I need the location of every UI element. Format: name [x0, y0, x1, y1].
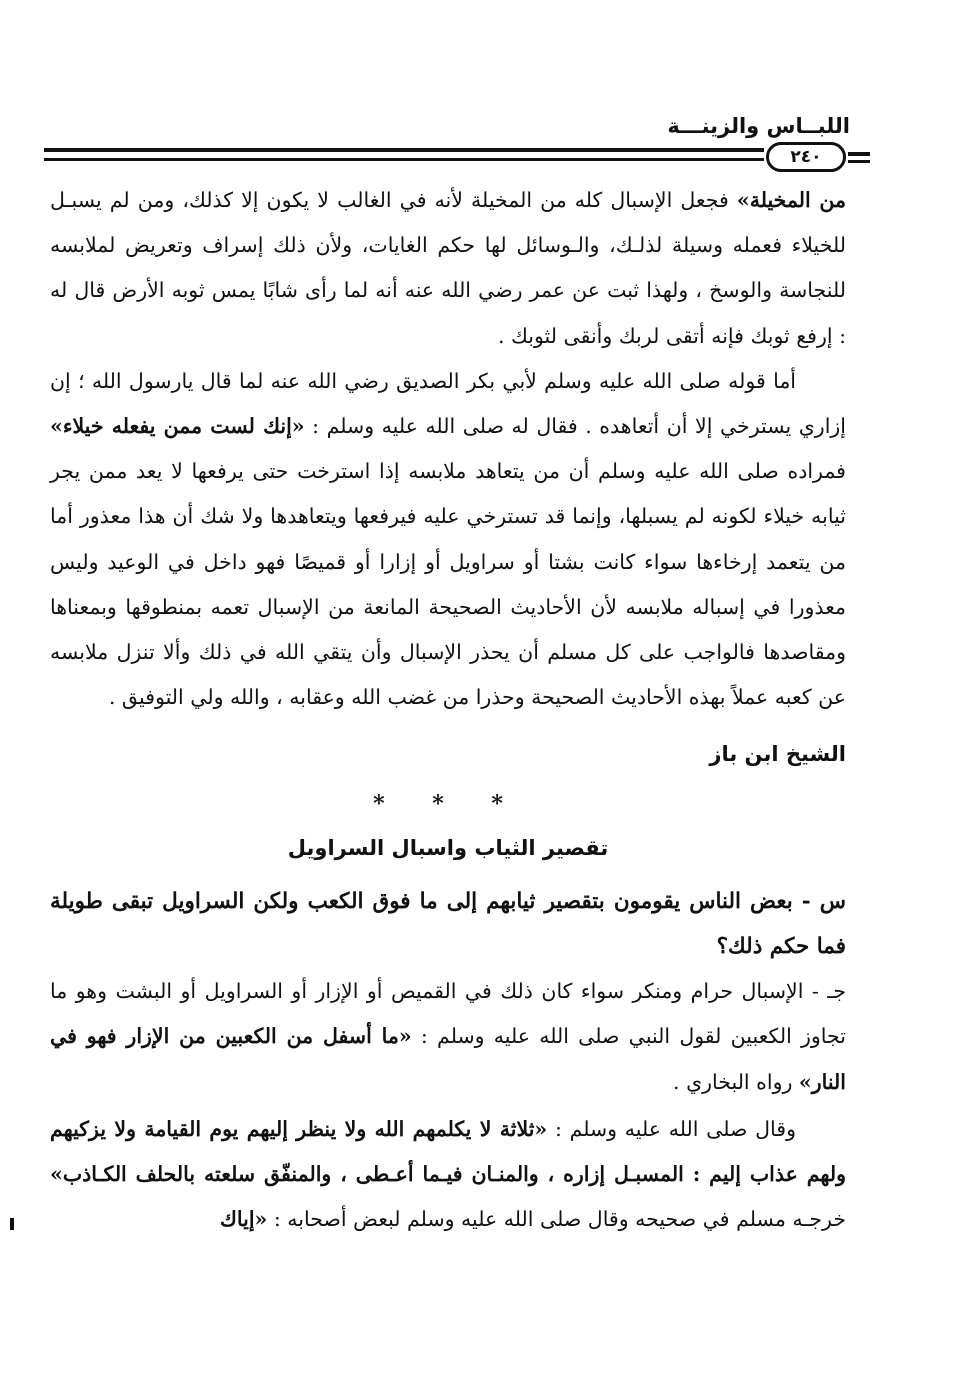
- page-number: ٢٤٠: [766, 142, 846, 172]
- paragraph: [50, 178, 846, 359]
- question-text: س - بعض الناس يقومون بتقصير ثيابهم إلى ما فوق الكعب ولكن السراويل تبقى طويلة فما حكم ذلك؟: [50, 888, 846, 960]
- quote-text: «ما أسفل من الكعبين من الإزار فهو في النار»: [50, 1024, 846, 1094]
- running-header: [44, 108, 850, 172]
- section-separator: * * *: [373, 790, 523, 817]
- paragraph: [50, 359, 846, 721]
- quote-text: من المخيلة»: [736, 188, 846, 212]
- answer-paragraph: [50, 1107, 846, 1243]
- header-rule: [44, 158, 764, 161]
- body-text: رواه البخاري .: [673, 1069, 799, 1094]
- page-body: [50, 178, 846, 1242]
- body-text: فمراده صلى الله عليه وسلم أن من يتعاهد ملابسه إذا استرخت حتى يرفعها لا يعد ممن يجر ثيابه خيلاء لكونه لم يسبلها، وإنما قد تسترخي عليه فيرفعها ويتعاهدها ولا شك أن هذا معذور أما من يتعمد إرخاءها سواء كانت بشتا أو سراويل أو إزارا أو قميصًا فهو داخل في الوعيد وليس معذورا في إسباله ملابسه لأن الأحاديث الصحيحة المانعة من الإسبال تعمه بمنطوقها وبمعناها ومقاصدها فالواجب على كل مسلم أن يحذر الإسبال وأن يتقي الله في ذلك وألا تنزل ملابسه عن كعبه عملاً بهذه الأحاديث الصحيحة وحذرا من غضب الله وعقابه ، والله ولي التوفيق .: [50, 459, 846, 710]
- body-text: أما قوله صلى الله عليه وسلم لأبي بكر الصديق رضي الله عنه لما قال يارسول الله ؛ إن إزاري يسترخي إلا أن أتعاهده . فقال له صلى الله عليه وسلم :: [50, 368, 846, 439]
- section-title: تقصير الثياب واسبال السراويل: [287, 835, 609, 860]
- body-text: خرجـه مسلم في صحيحه وقال صلى الله عليه وسلم لبعض أصحابه :: [267, 1207, 846, 1232]
- quote-text: «إياك: [219, 1207, 268, 1232]
- body-text: فجعل الإسبال كله من المخيلة لأنه في الغالب لا يكون إلا كذلك، ومن لم يسبـل للخيلاء فعمله وسيلة لذلـك، والـوسائل لها حكم الغايات، ولأن ذلك إسراف وتعريض لملابسه للنجاسة والوسخ ، ولهذا ثبت عن عمر رضي الله عنه أنه لما رأى شابًا يمس ثوبه الأرض قال له : إرفع ثوبك فإنه أتقى لربك وأنقى لثوبك .: [50, 188, 846, 348]
- answer-paragraph: [50, 969, 846, 1105]
- quote-text: «ثلاثة لا يكلمهم الله ولا ينظر إليهم يوم القيامة ولا يزكيهم ولهم عذاب إليم : المسبـل إزاره ، والمنـان فيـما أعـطى ، والمنفّق سلعته بالحلف الكـاذب»: [50, 1116, 846, 1187]
- header-rule: [44, 148, 764, 152]
- header-rule: [848, 160, 870, 163]
- quote-text: «إنك لست ممن يفعله خيلاء»: [50, 414, 305, 439]
- header-rule: [848, 152, 870, 156]
- body-text: جـ - الإسبال حرام ومنكر سواء كان ذلك في القميص أو الإزار أو السراويل أو البشت وهو ما تجاوز الكعبين لقول النبي صلى الله عليه وسلم :: [50, 979, 846, 1049]
- margin-mark: [10, 1218, 14, 1230]
- author-signature: الشيخ ابن باز: [709, 742, 846, 767]
- book-title: اللبــاس والزينـــة: [667, 114, 850, 138]
- body-text: وقال صلى الله عليه وسلم :: [547, 1116, 796, 1141]
